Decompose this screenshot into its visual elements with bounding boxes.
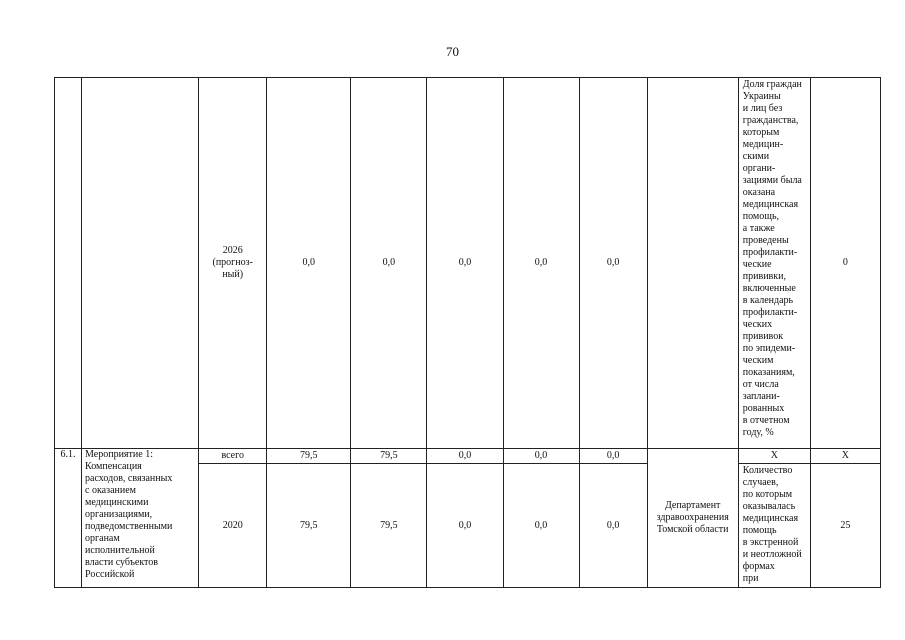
federal-cell: 79,5 [351,449,427,464]
measure-cell [82,78,199,449]
total-cell: 79,5 [267,464,351,588]
regional-cell: 0,0 [427,78,503,449]
regional-cell: 0,0 [427,464,503,588]
period-cell: всего [199,449,267,464]
regional-cell: 0,0 [427,449,503,464]
year-cell: 2026 (прогноз- ный) [199,78,267,449]
other-cell: 0,0 [579,464,647,588]
table-row-total [55,449,881,464]
federal-cell: 79,5 [351,464,427,588]
program-table [54,77,881,588]
page-number: 70 [446,44,459,59]
indicator-cell: Х [738,449,810,464]
local-cell: 0,0 [503,464,579,588]
table-row-2026 [55,78,881,449]
local-cell: 0,0 [503,78,579,449]
number-cell [55,78,82,449]
executor-cell [647,78,738,449]
indicator-cell: Количество случаев, по которым оказывалась медицинская помощь в экстренной и неотложной формах при [738,464,810,588]
indicator-value-cell: 0 [810,78,880,449]
measure-number-cell: 6.1. [55,449,82,588]
other-cell: 0,0 [579,449,647,464]
local-cell: 0,0 [503,449,579,464]
total-cell: 79,5 [267,449,351,464]
total-cell: 0,0 [267,78,351,449]
other-cell: 0,0 [579,78,647,449]
measure-title-cell: Мероприятие 1: Компенсация расходов, связанных с оказанием медицинскими организациями, подведомственными органам исполнительной власти субъектов Российской [82,449,199,588]
executor-cell: Департамент здравоохранения Томской области [647,449,738,588]
indicator-cell: Доля граждан Украины и лиц без гражданства, которым медицин- скими органи- зациями была оказана медицинская помощь, а также проведены профилакти- ческие прививки, включенные в календарь профилакти- ческих прививок по эпидеми- ческим показаниям, от числа заплани- рованных в отчетном году, % [738,78,810,449]
federal-cell: 0,0 [351,78,427,449]
indicator-value-cell: Х [810,449,880,464]
year-cell: 2020 [199,464,267,588]
indicator-value-cell: 25 [810,464,880,588]
